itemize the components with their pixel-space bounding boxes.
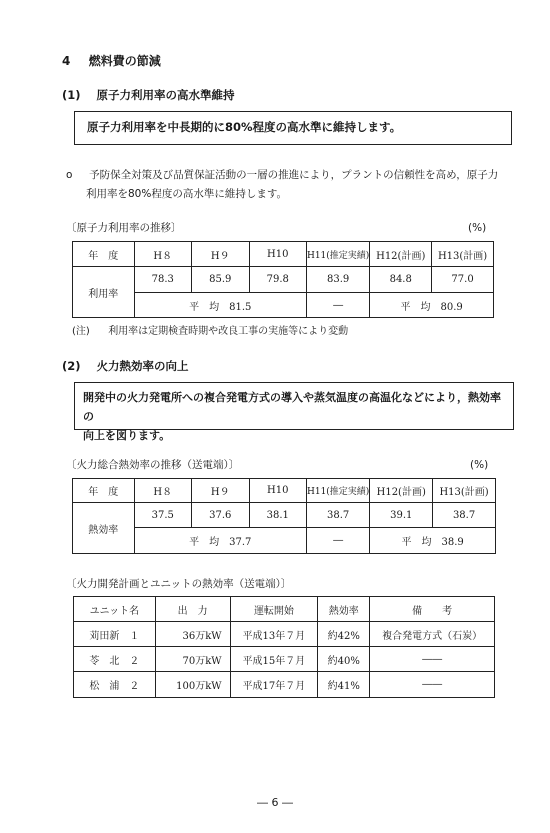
table-2-header-row [73, 479, 496, 503]
subsection-1-body [66, 166, 526, 204]
table-1-value: 83.9 [306, 267, 369, 293]
unit-name: 松 浦 ２ [74, 672, 156, 698]
average-label: 平 均 [400, 301, 431, 313]
unit-remarks: ―― [370, 647, 495, 672]
table-3-caption: 〔火力開発計画とユニットの熱効率（送電端）〕 [66, 578, 292, 590]
table-2-value: 37.5 [134, 503, 191, 528]
bullet-marker: o [66, 169, 73, 181]
unit-name: 苅田新 １ [74, 622, 156, 647]
unit-output: 36万kW [155, 622, 230, 647]
section-heading [62, 52, 161, 69]
table-2-unit: (%) [470, 459, 489, 471]
table-2-value: 38.7 [307, 503, 370, 528]
table-3-header: 出 力 [155, 597, 230, 622]
table-1-average-row [73, 293, 494, 318]
table-2-year: H13(計画) [433, 479, 496, 503]
unit-start: 平成13年７月 [230, 622, 318, 647]
table-2-value-row [73, 503, 496, 528]
table-3-header-row [74, 597, 495, 622]
body-line-2: 利用率を80%程度の高水準に維持します。 [86, 188, 287, 200]
unit-start: 平成17年７月 [230, 672, 318, 698]
subsection-1-title: 原子力利用率の高水準維持 [96, 88, 235, 102]
table-1-year: H12(計画) [370, 242, 432, 267]
body-line-1: 予防保全対策及び品質保証活動の一層の推進により，プラントの信頼性を高め，原子力 [89, 169, 499, 181]
table-1-year: H９ [192, 242, 249, 267]
average-value: 81.5 [229, 301, 252, 313]
table-2-year: H10 [249, 479, 306, 503]
table-2-caption: 〔火力総合熱効率の推移（送電端）〕 [66, 459, 240, 471]
table-2-year: H８ [134, 479, 191, 503]
table-1-note [72, 322, 348, 337]
table-1-year: H10 [249, 242, 306, 267]
average-label: 平 均 [401, 537, 432, 548]
average-value: 80.9 [440, 301, 463, 313]
table-1-value: 84.8 [370, 267, 432, 293]
highlight-box-2-line-1: 開発中の火力発電所への複合発電方式の導入や蒸気温度の高温化などにより，熱効率の [83, 391, 501, 423]
table-2-year: H12(計画) [370, 479, 433, 503]
table-1-value-row [73, 267, 494, 293]
subsection-2-number: (2) [62, 359, 81, 373]
average-label: 平 均 [189, 537, 220, 548]
average-label: 平 均 [189, 301, 220, 313]
table-1-average-left [134, 293, 306, 318]
subsection-2-title: 火力熱効率の向上 [96, 359, 189, 373]
unit-output: 70万kW [155, 647, 230, 672]
table-3-header: 熱効率 [318, 597, 370, 622]
note-label: (注) [72, 326, 90, 337]
table-1-year-header: 年 度 [73, 242, 135, 267]
table-1-value: 78.3 [134, 267, 191, 293]
unit-remarks: ―― [370, 672, 495, 698]
unit-efficiency: 約40% [318, 647, 370, 672]
table-1-value: 79.8 [249, 267, 306, 293]
unit-efficiency: 約42% [318, 622, 370, 647]
table-2-average-mid: ― [307, 528, 370, 554]
table-2-year-header: 年 度 [73, 479, 135, 503]
table-1-year: H11(推定実績) [306, 242, 369, 267]
unit-start: 平成15年７月 [230, 647, 318, 672]
table-2-average-row [73, 528, 496, 554]
table-1-year: H８ [134, 242, 191, 267]
highlight-box-2-line-2: 向上を図ります。 [83, 429, 171, 442]
table-3-header: 運転開始 [230, 597, 318, 622]
unit-efficiency: 約41% [318, 672, 370, 698]
table-row [74, 647, 495, 672]
table-1-unit: (%) [468, 222, 487, 234]
average-value: 37.7 [229, 537, 252, 548]
table-row [74, 672, 495, 698]
table-1-value: 85.9 [192, 267, 249, 293]
utilization-table [72, 241, 494, 318]
table-1-year: H13(計画) [432, 242, 494, 267]
section-number: 4 [62, 54, 71, 68]
table-2-average-left [134, 528, 306, 554]
table-1-caption: 〔原子力利用率の推移〕 [66, 222, 182, 234]
unit-output: 100万kW [155, 672, 230, 698]
page-number: ― 6 ― [257, 796, 293, 809]
highlight-box-1 [74, 111, 512, 145]
subsection-1-heading [62, 87, 235, 103]
subsection-2-heading [62, 358, 189, 374]
section-title: 燃料費の節減 [88, 54, 161, 68]
note-text: 利用率は定期検査時期や改良工事の実施等により変動 [108, 326, 349, 337]
table-2-average-right [370, 528, 496, 554]
table-2-row-label: 熱効率 [73, 503, 135, 554]
highlight-box-2 [74, 382, 514, 442]
table-2-value: 37.6 [192, 503, 249, 528]
table-3-header: 備 考 [370, 597, 495, 622]
table-2-year: H９ [192, 479, 249, 503]
subsection-1-number: (1) [62, 88, 81, 102]
highlight-box-1-text: 原子力利用率を中長期的に80%程度の高水準に維持します。 [87, 120, 402, 134]
unit-remarks: 複合発電方式（石炭） [370, 622, 495, 647]
table-1-average-right [370, 293, 494, 318]
table-2-value: 38.1 [249, 503, 306, 528]
table-2-year: H11(推定実績) [307, 479, 370, 503]
table-1-average-mid: ― [306, 293, 369, 318]
table-2-value: 39.1 [370, 503, 433, 528]
table-1-row-label: 利用率 [73, 267, 135, 318]
table-row [74, 622, 495, 647]
table-3-header: ユニット名 [74, 597, 156, 622]
average-value: 38.9 [441, 537, 464, 548]
unit-name: 苓 北 ２ [74, 647, 156, 672]
thermal-efficiency-table [72, 478, 496, 554]
table-2-value: 38.7 [433, 503, 496, 528]
table-1-value: 77.0 [432, 267, 494, 293]
table-1-header-row [73, 242, 494, 267]
thermal-plan-table [73, 596, 495, 698]
